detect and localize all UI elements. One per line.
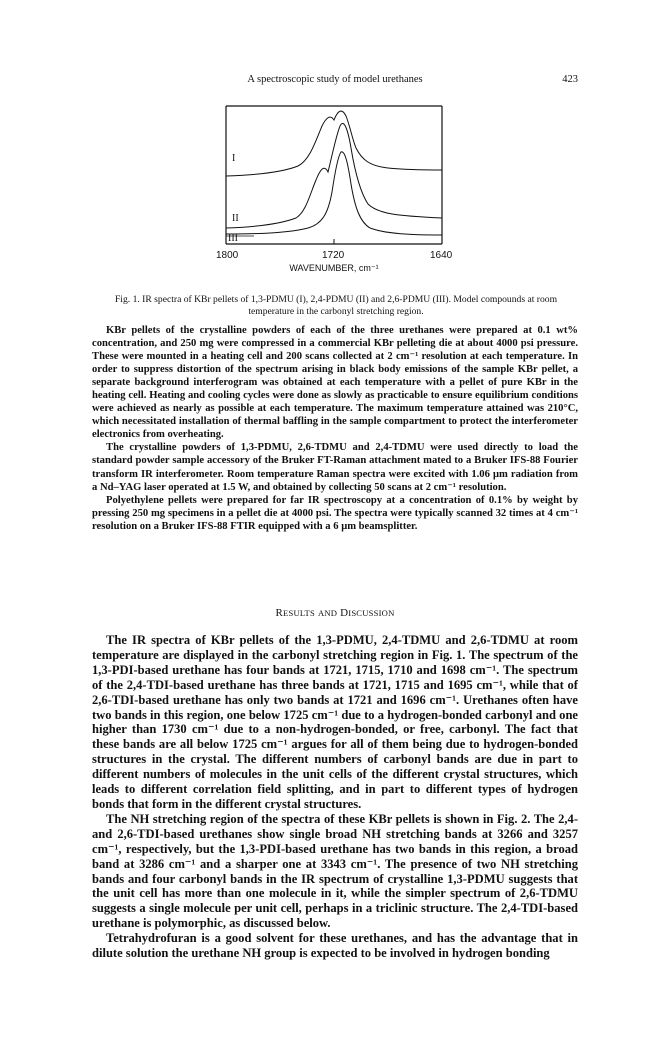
spectrum-trace-I: [226, 111, 442, 176]
body-paragraph: The NH stretching region of the spectra of these KBr pellets is shown in Fig. 2. The 2,4- and 2,6-TDI-based urethanes show single broad NH stretching bands at 3266 and 3257 cm⁻¹, respectively, but the 1,3-PDI-based urethane has two bands in this region, a broad band at 3286 cm⁻¹ and a sharper one at 3343 cm⁻¹. The presence of two NH stretching bands and four carbonyl bands in the IR spectrum of crystalline 1,3-PDMU suggests that the unit cell has more than one molecule in it, while the simpler spectrum of 2,6-TDMU suggests a single molecule per unit cell, perhaps in a triclinic structure. The 2,4-TDI-based urethane is polymorphic, as discussed below.: [92, 811, 578, 931]
body-paragraph: The IR spectra of KBr pellets of the 1,3-PDMU, 2,4-TDMU and 2,6-TDMU at room temperature are displayed in the carbonyl stretching region in Fig. 1. The spectrum of the 1,3-PDI-based urethane has four bands at 1721, 1715, 1710 and 1698 cm⁻¹. The spectrum of the 2,4-TDI-based urethane has three bands at 1721, 1715 and 1695 cm⁻¹, while that of 2,6-TDI-based urethane has only two bands at 1721 and 1696 cm⁻¹. Urethanes often have two bands in this region, one below 1725 cm⁻¹ due to a hydrogen-bonded carbonyl and one higher than 1730 cm⁻¹ due to a non-hydrogen-bonded, or free, carbonyl. The fact that these bands are all below 1725 cm⁻¹ argues for all of them being due to hydrogen-bonded structures in the crystal. The different numbers of carbonyl bands are due in part to different numbers of molecules in the unit cells of the different crystal structures, which leads to different correlation field splitting, and in part to different types of hydrogen bonds that form in the different crystal structures.: [92, 633, 578, 811]
trace-label-II: II: [232, 213, 239, 224]
x-axis-ticks: [226, 239, 442, 244]
experimental-section: [92, 324, 578, 533]
experimental-paragraph: Polyethylene pellets were prepared for far IR spectroscopy at a concentration of 0.1% by weight by pressing 250 mg specimens in a pellet die at 4000 psi. The spectra were typically scanned 32 times at 4 cm⁻¹ resolution on a Bruker IFS-88 FTIR equipped with a 6 μm beamsplitter.: [92, 494, 578, 532]
plot-frame: [226, 106, 442, 244]
caption-text: IR spectra of KBr pellets of 1,3-PDMU (I), 2,4-PDMU (II) and 2,6-PDMU (III). Model compounds at room temperature in the carbonyl stretching region.: [142, 294, 558, 317]
x-tick-label-1800: 1800: [216, 250, 239, 261]
page-number: 423: [562, 74, 578, 85]
experimental-paragraph: The crystalline powders of 1,3-PDMU, 2,6-TDMU and 2,4-TDMU were used directly to load the standard powder sample accessory of the Bruker FT-Raman attachment mated to a Bruker IFS-88 Fourier transform IR interferometer. Room temperature Raman spectra were excited with 1.06 μm radiation from a Nd–YAG laser operated at 1.5 W, and obtained by collecting 50 scans at 2 cm⁻¹ resolution.: [92, 442, 578, 493]
caption-label: Fig. 1.: [114, 294, 140, 305]
x-tick-label-1720: 1720: [322, 250, 345, 261]
x-axis-label: WAVENUMBER, cm⁻¹: [289, 263, 379, 273]
spectrum-trace-III: [226, 152, 442, 235]
section-heading: [92, 607, 578, 619]
heading-rest: ESULTS: [283, 608, 315, 618]
figure-caption: [110, 294, 562, 318]
running-title: A spectroscopic study of model urethanes: [247, 74, 423, 85]
heading-rest: ISCUSSION: [348, 608, 395, 618]
trace-label-I: I: [232, 153, 236, 164]
results-body: [92, 633, 578, 961]
heading-initial: D: [340, 607, 349, 619]
body-paragraph: Tetrahydrofuran is a good solvent for these urethanes, and has the advantage that in dilute solution the urethane NH group is expected to be involved in hydrogen bonding: [92, 931, 578, 961]
heading-initial: R: [275, 607, 284, 619]
running-header: [92, 74, 578, 90]
ir-spectrum-figure: [198, 96, 478, 292]
heading-joiner: AND: [317, 608, 338, 618]
experimental-paragraph: KBr pellets of the crystalline powders of each of the three urethanes were prepared at 0.1 wt% concentration, and 250 mg were compressed in a commercial KBr pelleting die at about 4000 psi pressure. These were mounted in a heating cell and 200 scans collected at 2 cm⁻¹ resolution at each temperature. In order to suppress distortion of the spectrum arising in black body emissions of the sample KBr pellet, a separate background interferogram was obtained at each temperature with a pellet of pure KBr in the heating cell. Heating and cooling cycles were done as slowly as practicable to ensure equilibrium conditions were achieved as nearly as possible at each temperature. The maximum temperature attained was 210°C, which necessitated installation of thermal baffling in the sample compartment to protect the interferometer electronics from overheating.: [92, 325, 578, 441]
x-tick-label-1640: 1640: [430, 250, 453, 261]
trace-label-III: III: [228, 233, 238, 244]
spectrum-trace-II: [226, 123, 442, 228]
